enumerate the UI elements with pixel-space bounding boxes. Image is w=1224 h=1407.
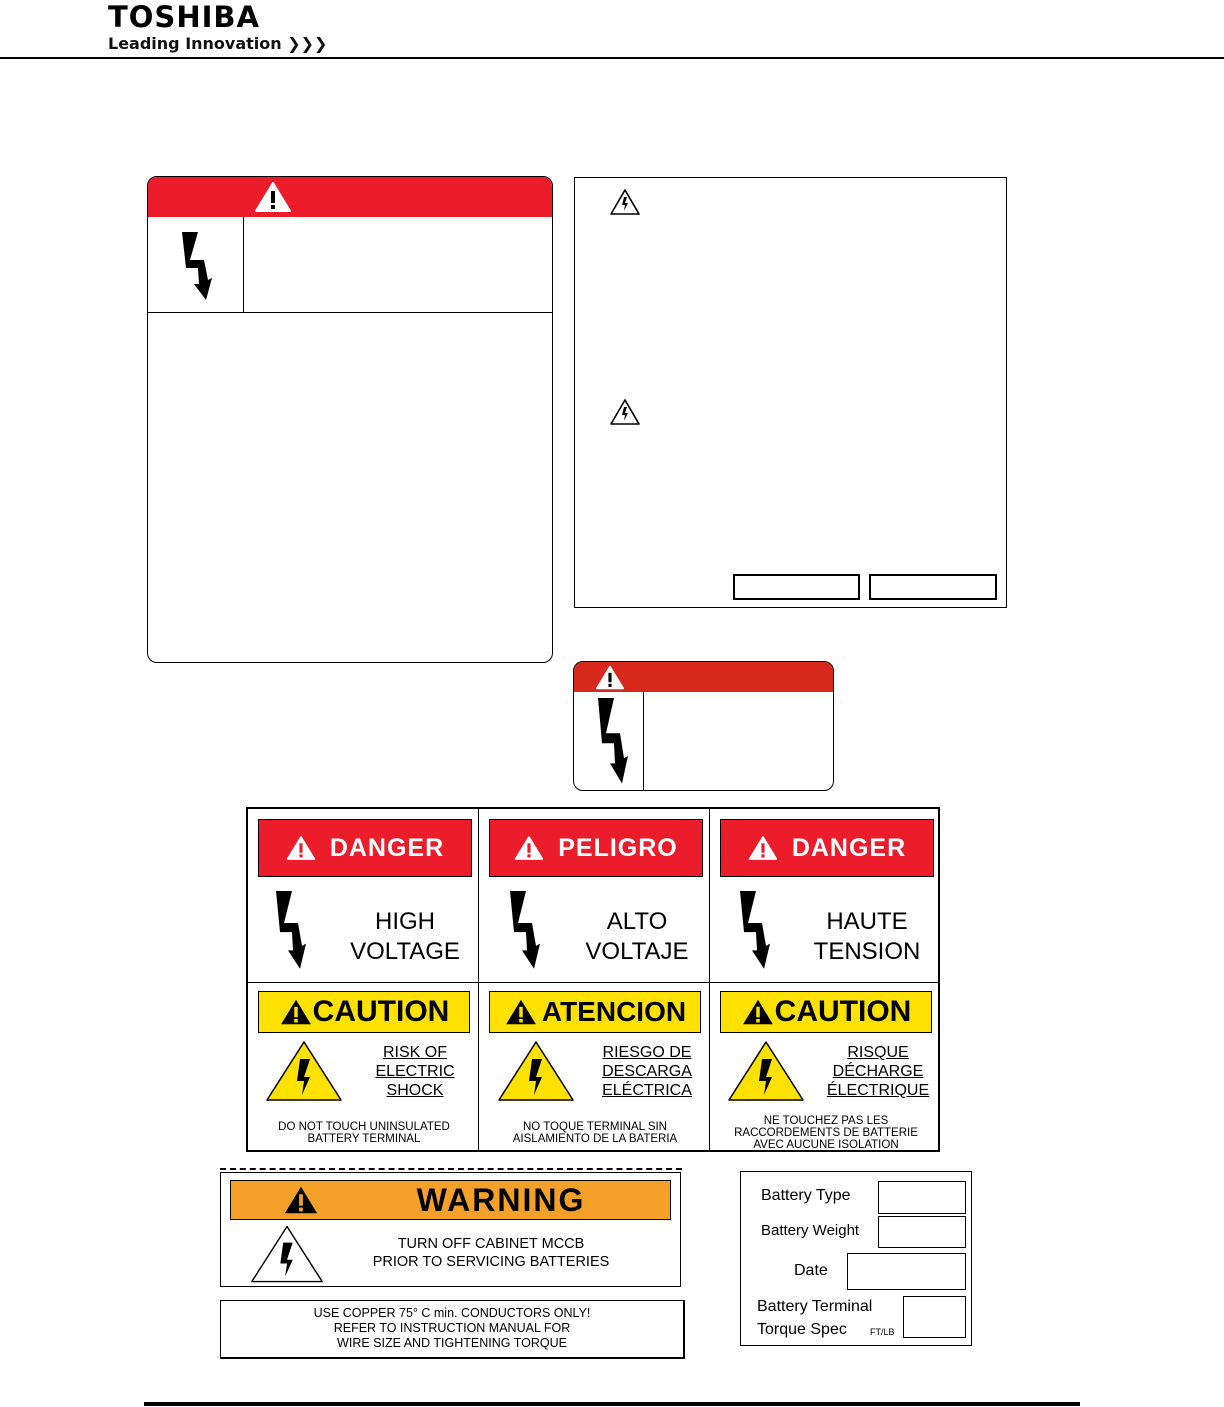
battery-weight-field [878, 1216, 966, 1248]
battery-type-field [878, 1181, 966, 1214]
blank-info-label [574, 177, 1007, 608]
exclamation-triangle-icon [283, 1184, 319, 1216]
warning-line2: PRIOR TO SERVICING BATTERIES [372, 1254, 610, 1270]
risk-text [362, 1043, 468, 1100]
risk-line3: ÉLECTRIQUE [826, 1082, 930, 1099]
hazard-text [800, 907, 934, 967]
exclamation-triangle-icon [514, 835, 544, 861]
note-line1: NE TOUCHEZ PAS LES [763, 1115, 889, 1127]
lightning-bolt-icon [506, 891, 542, 971]
copper-line3: WIRE SIZE AND TIGHTENING TORQUE [337, 1336, 567, 1350]
exclamation-triangle-icon [504, 998, 538, 1026]
danger-header-text: PELIGRO [558, 833, 678, 862]
exclamation-triangle-icon [286, 835, 316, 861]
caution-header [720, 991, 932, 1033]
hazard-text [338, 907, 472, 967]
battery-type-label: Battery Type [761, 1187, 851, 1204]
copper-line1: USE COPPER 75° C min. CONDUCTORS ONLY! [313, 1306, 591, 1320]
blank-field [733, 574, 860, 600]
warning-header [230, 1180, 671, 1220]
danger-header [720, 819, 934, 877]
risk-line3: SHOCK [386, 1082, 444, 1099]
caution-header-text: ATENCION [541, 996, 687, 1027]
header-divider [0, 57, 1224, 59]
hazard-line2: VOLTAJE [585, 938, 689, 965]
brand-logo: TOSHIBA [108, 0, 260, 34]
date-label: Date [794, 1262, 828, 1279]
column-divider [709, 809, 710, 1150]
row-divider [248, 982, 938, 983]
date-field [847, 1253, 966, 1290]
hazard-line2: TENSION [813, 938, 921, 965]
battery-weight-label: Battery Weight [761, 1222, 860, 1239]
caution-note [482, 1121, 708, 1145]
dashed-separator [220, 1168, 682, 1170]
danger-header-text: DANGER [329, 833, 445, 862]
hazard-line1: HAUTE [826, 908, 908, 935]
risk-line2: ELECTRIC [375, 1063, 455, 1080]
caution-header [258, 991, 470, 1033]
risk-text [592, 1043, 702, 1100]
hazard-line1: HIGH [375, 908, 435, 935]
brand-tagline: Leading Innovation ❯❯❯ [108, 34, 328, 53]
label-symbol-cell [574, 692, 644, 791]
torque-label-line2: Torque Spec [757, 1321, 847, 1338]
warning-line1: TURN OFF CABINET MCCB [397, 1236, 585, 1252]
danger-header [489, 819, 703, 877]
column-divider [478, 809, 479, 1150]
exclamation-triangle-icon [748, 835, 778, 861]
battery-info-label [740, 1171, 972, 1346]
caution-note [712, 1115, 940, 1151]
label-red-header [148, 177, 552, 217]
exclamation-triangle-icon [595, 665, 625, 690]
blank-danger-label-large [147, 176, 553, 663]
risk-line1: RISK OF [382, 1044, 447, 1061]
trilingual-safety-label [246, 807, 940, 1152]
hazard-text [570, 907, 704, 967]
danger-header [258, 819, 472, 877]
shock-triangle-icon [726, 1039, 806, 1103]
lightning-bolt-icon [594, 698, 630, 786]
note-line2: AISLAMIENTO DE LA BATERIA [512, 1133, 678, 1145]
exclamation-triangle-icon [279, 998, 313, 1026]
risk-text [818, 1043, 938, 1100]
note-line1: DO NOT TOUCH UNINSULATED [278, 1121, 450, 1133]
exclamation-triangle-icon [254, 181, 292, 213]
danger-header-text: DANGER [791, 833, 907, 862]
copper-conductor-label [220, 1300, 685, 1359]
caution-header-text: CAUTION [312, 995, 450, 1028]
caution-header-text: CAUTION [774, 995, 912, 1028]
warning-label [220, 1172, 681, 1287]
exclamation-triangle-icon [741, 998, 775, 1026]
warning-text [351, 1235, 631, 1271]
blank-field [869, 574, 997, 600]
hazard-line2: VOLTAGE [350, 938, 460, 965]
label-symbol-cell [148, 217, 244, 312]
lightning-bolt-icon [178, 232, 214, 302]
shock-triangle-icon [609, 188, 641, 216]
shock-triangle-icon [264, 1039, 344, 1103]
caution-note [252, 1121, 476, 1145]
footer-divider [144, 1402, 1080, 1406]
note-line3: AVEC AUCUNE ISOLATION [753, 1139, 899, 1151]
label-divider [148, 312, 552, 313]
note-line1: NO TOQUE TERMINAL SIN [523, 1121, 667, 1133]
torque-unit: FT/LB [870, 1327, 895, 1337]
risk-line3: ELÉCTRICA [602, 1082, 692, 1099]
caution-header [489, 991, 701, 1033]
copper-line2: REFER TO INSTRUCTION MANUAL FOR [333, 1321, 571, 1335]
note-line2: RACCORDEMENTS DE BATTERIE [734, 1127, 918, 1139]
shock-triangle-icon [496, 1039, 576, 1103]
hazard-line1: ALTO [606, 908, 668, 935]
risk-line1: RIESGO DE [602, 1044, 692, 1061]
note-line2: BATTERY TERMINAL [307, 1133, 421, 1145]
lightning-bolt-icon [272, 891, 308, 971]
risk-line2: DÉCHARGE [832, 1063, 924, 1080]
shock-triangle-icon [609, 398, 641, 426]
blank-danger-label-small [573, 661, 834, 791]
lightning-bolt-icon [736, 891, 772, 971]
torque-field [903, 1296, 966, 1338]
warning-header-text: WARNING [416, 1182, 586, 1218]
shock-triangle-icon [249, 1223, 325, 1285]
label-red-header [574, 662, 833, 692]
risk-line1: RISQUE [847, 1044, 909, 1061]
risk-line2: DESCARGA [602, 1063, 692, 1080]
torque-label-line1: Battery Terminal [757, 1298, 873, 1315]
